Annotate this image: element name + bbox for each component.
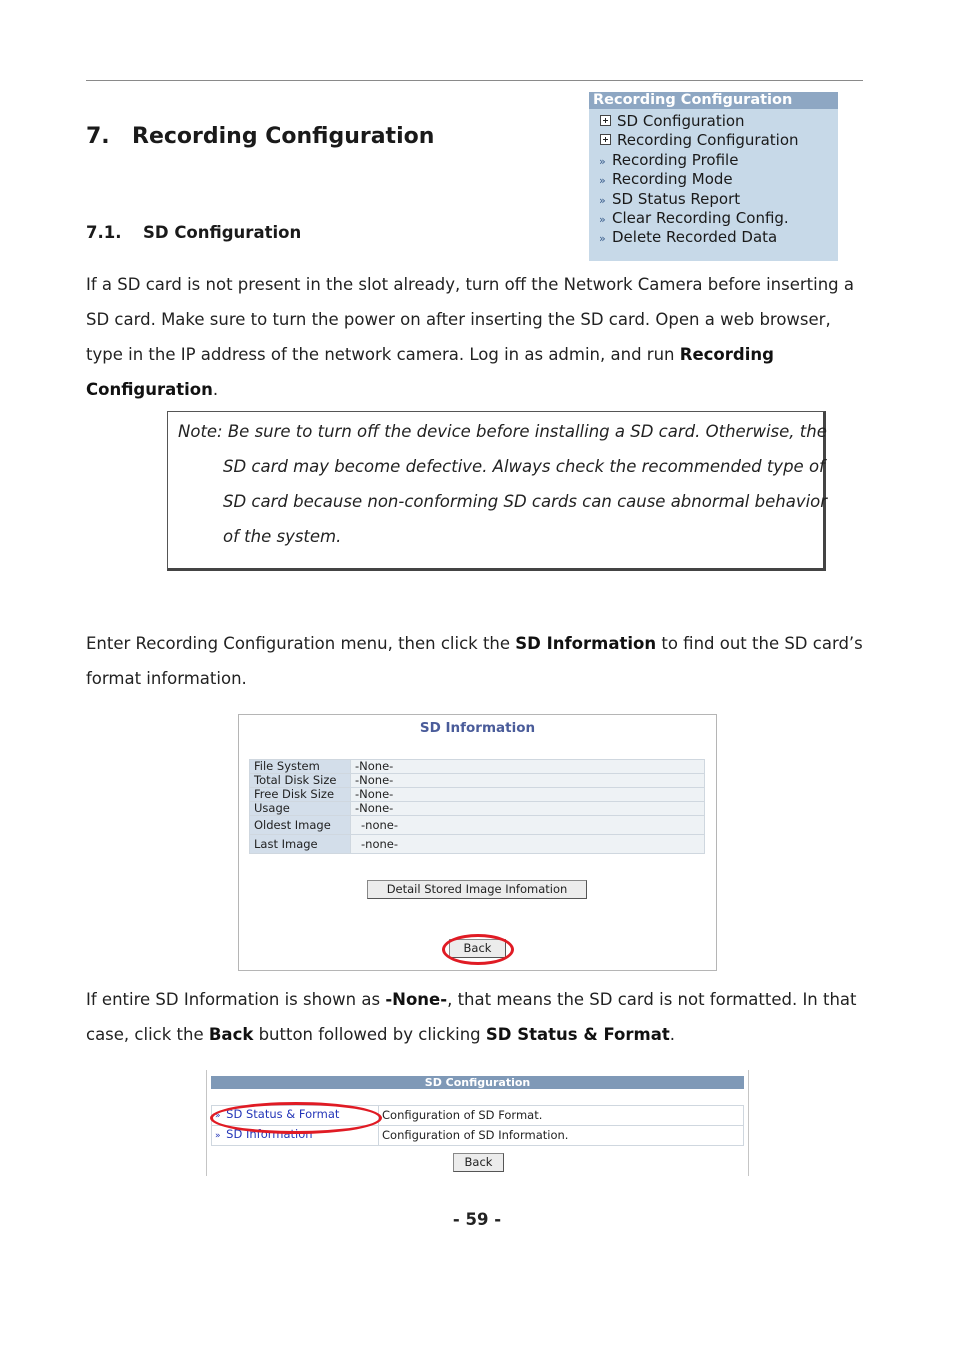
double-arrow-icon: »	[215, 1111, 221, 1121]
note-line: SD card because non-conforming SD cards can cause abnormal behavior	[223, 492, 828, 511]
format-paragraph: If entire SD Information is shown as -None-, that means the SD card is not formatted. In that case, click the Back button followed by clicking SD Status & Format.	[86, 990, 857, 1044]
subsection-heading	[86, 223, 301, 242]
table-row: Free Disk Size -None-	[250, 788, 705, 802]
note-box	[167, 411, 826, 571]
recording-config-menu	[589, 92, 838, 261]
table-row: Last Image -none-	[250, 835, 705, 854]
table-row: Total Disk Size -None-	[250, 774, 705, 788]
config-back-button[interactable]: Back	[453, 1153, 504, 1172]
double-arrow-icon: »	[599, 154, 606, 168]
header-rule	[86, 80, 863, 81]
highlight-ellipse	[210, 1102, 382, 1134]
menu-item-recording-profile[interactable]: » Recording Profile	[589, 151, 838, 170]
bold-back: Back	[208, 1025, 254, 1044]
section-heading	[86, 124, 434, 149]
note-line: SD card may become defective. Always check the recommended type of	[223, 457, 825, 476]
bold-none: -None-	[385, 990, 448, 1009]
sd-info-paragraph: Enter Recording Configuration menu, then click the SD Information to find out the SD card’s format information.	[86, 634, 863, 688]
bold-recording-configuration: Recording Configuration	[86, 345, 774, 399]
table-row: » SD Information Configuration of SD Information.	[212, 1126, 744, 1146]
menu-item-sd-configuration[interactable]: SD Configuration	[589, 112, 838, 131]
sd-configuration-screenshot	[206, 1070, 749, 1176]
sd-status-format-link[interactable]: » SD Status & Format	[212, 1106, 379, 1126]
menu-item-clear-recording-config[interactable]: » Clear Recording Config.	[589, 209, 838, 228]
menu-item-delete-recorded-data[interactable]: » Delete Recorded Data	[589, 228, 838, 247]
menu-item-recording-mode[interactable]: » Recording Mode	[589, 170, 838, 189]
highlight-ellipse	[442, 934, 514, 965]
bold-sd-status-format: SD Status & Format	[485, 1025, 670, 1044]
menu-item-recording-configuration[interactable]: Recording Configuration	[589, 131, 838, 150]
menu-title: Recording Configuration	[589, 92, 838, 109]
back-button[interactable]: Back	[449, 939, 506, 958]
subsection-title: SD Configuration	[143, 223, 302, 242]
double-arrow-icon: »	[215, 1131, 221, 1141]
double-arrow-icon: »	[599, 174, 606, 188]
section-title: Recording Configuration	[132, 124, 435, 149]
sd-information-screenshot	[238, 714, 717, 971]
sd-information-table	[249, 759, 705, 854]
double-arrow-icon: »	[599, 232, 606, 246]
double-arrow-icon: »	[599, 212, 606, 226]
page-number: - 59 -	[452, 1210, 502, 1229]
sd-information-title: SD Information	[419, 720, 536, 736]
plus-box-icon	[600, 134, 611, 145]
table-row: Oldest Image -none-	[250, 816, 705, 835]
bold-sd-information: SD Information	[515, 634, 657, 653]
sd-information-link[interactable]: » SD Information	[212, 1126, 379, 1146]
note-line: Note: Be sure to turn off the device before installing a SD card. Otherwise, the	[178, 422, 827, 441]
sd-configuration-title: SD Configuration	[211, 1076, 744, 1089]
subsection-number: 7.1.	[86, 223, 122, 242]
section-number: 7.	[86, 124, 110, 149]
table-row: Usage -None-	[250, 802, 705, 816]
detail-stored-image-button[interactable]: Detail Stored Image Infomation	[367, 880, 587, 899]
double-arrow-icon: »	[599, 193, 606, 207]
note-line: of the system.	[223, 527, 342, 546]
intro-paragraph: If a SD card is not present in the slot already, turn off the Network Camera before inserting a SD card. Make sure to turn the power on after inserting the SD card. Open a web browser, type in the IP address of the network camera. Log in as admin, and run Recording Configuration.	[86, 275, 855, 399]
table-row: » SD Status & Format Configuration of SD Format.	[212, 1106, 744, 1126]
table-row: File System -None-	[250, 760, 705, 774]
menu-item-sd-status-report[interactable]: » SD Status Report	[589, 190, 838, 209]
plus-box-icon	[600, 115, 611, 126]
